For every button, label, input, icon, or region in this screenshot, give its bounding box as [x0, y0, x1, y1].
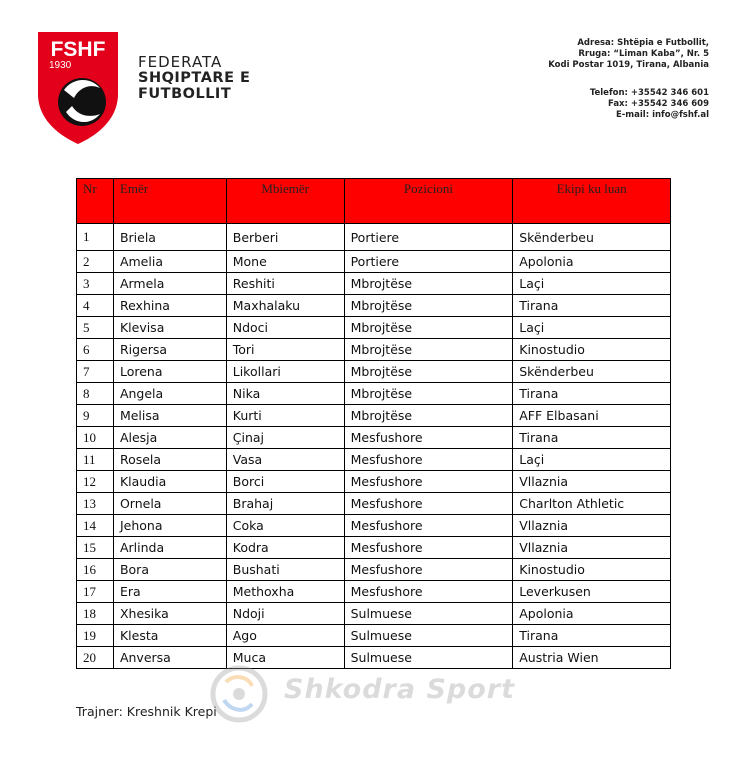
cell-ekipi: Vllaznia [513, 515, 671, 537]
table-row [77, 427, 671, 449]
header-mbiemer: Mbiemër [226, 179, 344, 224]
cell-emer: Armela [113, 273, 226, 295]
svg-text:1930: 1930 [49, 60, 72, 71]
table-row [77, 515, 671, 537]
table-row [77, 383, 671, 405]
federation-line-1: FEDERATA [138, 53, 223, 71]
email-line: E-mail: info@fshf.al [615, 110, 709, 120]
table-row [77, 449, 671, 471]
header-pozicioni: Pozicioni [344, 179, 513, 224]
cell-emer: Xhesika [113, 603, 226, 625]
cell-pozicioni: Mesfushore [344, 559, 513, 581]
table-row [77, 295, 671, 317]
cell-emer: Rigersa [113, 339, 226, 361]
header-emer: Emër [113, 179, 226, 224]
table-row [77, 625, 671, 647]
cell-emer: Briela [113, 224, 226, 251]
cell-pozicioni: Portiere [344, 251, 513, 273]
cell-pozicioni: Mesfushore [344, 581, 513, 603]
address-line-2: Rruga: “Liman Kaba”, Nr. 5 [578, 49, 709, 59]
table-row [77, 493, 671, 515]
cell-mbiemer: Mone [226, 251, 344, 273]
cell-emer: Lorena [113, 361, 226, 383]
cell-ekipi: Laçi [513, 449, 671, 471]
cell-nr: 7 [77, 361, 114, 383]
cell-nr: 4 [77, 295, 114, 317]
cell-pozicioni: Mesfushore [344, 515, 513, 537]
cell-ekipi: Tirana [513, 625, 671, 647]
cell-mbiemer: Ago [226, 625, 344, 647]
cell-nr: 12 [77, 471, 114, 493]
cell-pozicioni: Mbrojtëse [344, 339, 513, 361]
cell-nr: 10 [77, 427, 114, 449]
table-row [77, 339, 671, 361]
cell-emer: Ornela [113, 493, 226, 515]
federation-line-3: FUTBOLLIT [138, 86, 232, 102]
cell-nr: 1 [77, 224, 114, 251]
cell-ekipi: Vllaznia [513, 537, 671, 559]
watermark-text: Shkodra Sport [284, 674, 516, 705]
cell-emer: Amelia [113, 251, 226, 273]
cell-pozicioni: Mesfushore [344, 449, 513, 471]
table-row [77, 603, 671, 625]
cell-emer: Klevisa [113, 317, 226, 339]
table-row [77, 471, 671, 493]
watermark [206, 664, 551, 724]
svg-text:FSHF: FSHF [50, 38, 106, 61]
table-row [77, 224, 671, 251]
cell-nr: 13 [77, 493, 114, 515]
cell-nr: 3 [77, 273, 114, 295]
cell-nr: 15 [77, 537, 114, 559]
cell-emer: Melisa [113, 405, 226, 427]
cell-mbiemer: Ndoji [226, 603, 344, 625]
cell-ekipi: Kinostudio [513, 339, 671, 361]
cell-ekipi: Charlton Athletic [513, 493, 671, 515]
cell-ekipi: Austria Wien [513, 647, 671, 669]
cell-ekipi: Apolonia [513, 251, 671, 273]
cell-pozicioni: Mbrojtëse [344, 295, 513, 317]
cell-emer: Bora [113, 559, 226, 581]
cell-mbiemer: Ndoci [226, 317, 344, 339]
header-row [77, 179, 671, 224]
cell-nr: 16 [77, 559, 114, 581]
watermark-ball-icon [206, 664, 272, 724]
cell-mbiemer: Borci [226, 471, 344, 493]
cell-mbiemer: Çinaj [226, 427, 344, 449]
cell-nr: 8 [77, 383, 114, 405]
cell-nr: 9 [77, 405, 114, 427]
table-row [77, 273, 671, 295]
cell-pozicioni: Mbrojtëse [344, 383, 513, 405]
cell-mbiemer: Kodra [226, 537, 344, 559]
cell-emer: Anversa [113, 647, 226, 669]
cell-emer: Rexhina [113, 295, 226, 317]
cell-ekipi: Kinostudio [513, 559, 671, 581]
cell-ekipi: Leverkusen [513, 581, 671, 603]
table-row [77, 405, 671, 427]
cell-emer: Era [113, 581, 226, 603]
cell-ekipi: Tirana [513, 295, 671, 317]
cell-emer: Klesta [113, 625, 226, 647]
header-ekipi: Ekipi ku luan [513, 179, 671, 224]
roster-table [76, 178, 671, 669]
cell-pozicioni: Mbrojtëse [344, 405, 513, 427]
cell-ekipi: Apolonia [513, 603, 671, 625]
cell-nr: 19 [77, 625, 114, 647]
cell-emer: Alesja [113, 427, 226, 449]
cell-nr: 14 [77, 515, 114, 537]
cell-ekipi: Laçi [513, 317, 671, 339]
fax-line: Fax: +35542 346 609 [608, 99, 709, 109]
cell-pozicioni: Mesfushore [344, 537, 513, 559]
table-row [77, 251, 671, 273]
cell-nr: 18 [77, 603, 114, 625]
fshf-logo [38, 32, 118, 144]
cell-emer: Rosela [113, 449, 226, 471]
cell-mbiemer: Nika [226, 383, 344, 405]
cell-mbiemer: Vasa [226, 449, 344, 471]
cell-emer: Arlinda [113, 537, 226, 559]
header-nr: Nr [77, 179, 114, 224]
cell-mbiemer: Methoxha [226, 581, 344, 603]
cell-ekipi: Skënderbeu [513, 224, 671, 251]
table-row [77, 559, 671, 581]
cell-mbiemer: Reshiti [226, 273, 344, 295]
cell-mbiemer: Muca [226, 647, 344, 669]
cell-nr: 5 [77, 317, 114, 339]
roster-body [77, 224, 671, 669]
cell-ekipi: Vllaznia [513, 471, 671, 493]
cell-pozicioni: Mesfushore [344, 471, 513, 493]
cell-pozicioni: Mbrojtëse [344, 361, 513, 383]
cell-mbiemer: Bushati [226, 559, 344, 581]
cell-mbiemer: Brahaj [226, 493, 344, 515]
table-row [77, 581, 671, 603]
phone-line: Telefon: +35542 346 601 [589, 88, 709, 98]
cell-pozicioni: Sulmuese [344, 647, 513, 669]
cell-mbiemer: Berberi [226, 224, 344, 251]
address-line-1: Adresa: Shtëpia e Futbollit, [577, 38, 709, 48]
table-row [77, 537, 671, 559]
cell-ekipi: AFF Elbasani [513, 405, 671, 427]
cell-pozicioni: Mbrojtëse [344, 273, 513, 295]
coach-line: Trajner: Kreshnik Krepi [76, 704, 217, 719]
cell-pozicioni: Sulmuese [344, 603, 513, 625]
cell-nr: 17 [77, 581, 114, 603]
table-row [77, 317, 671, 339]
federation-name [138, 54, 250, 102]
cell-nr: 2 [77, 251, 114, 273]
cell-ekipi: Tirana [513, 427, 671, 449]
cell-ekipi: Skënderbeu [513, 361, 671, 383]
cell-nr: 11 [77, 449, 114, 471]
cell-emer: Angela [113, 383, 226, 405]
cell-nr: 6 [77, 339, 114, 361]
cell-mbiemer: Coka [226, 515, 344, 537]
cell-pozicioni: Sulmuese [344, 625, 513, 647]
cell-mbiemer: Tori [226, 339, 344, 361]
address-line-3: Kodi Postar 1019, Tirana, Albania [548, 60, 709, 70]
cell-mbiemer: Maxhalaku [226, 295, 344, 317]
table-row [77, 361, 671, 383]
federation-line-2: SHQIPTARE E [138, 70, 251, 86]
cell-nr: 20 [77, 647, 114, 669]
cell-pozicioni: Mesfushore [344, 493, 513, 515]
cell-mbiemer: Kurti [226, 405, 344, 427]
contact-block [548, 38, 709, 121]
cell-ekipi: Laçi [513, 273, 671, 295]
cell-pozicioni: Mesfushore [344, 427, 513, 449]
cell-ekipi: Tirana [513, 383, 671, 405]
cell-emer: Klaudia [113, 471, 226, 493]
cell-pozicioni: Portiere [344, 224, 513, 251]
cell-emer: Jehona [113, 515, 226, 537]
cell-pozicioni: Mbrojtëse [344, 317, 513, 339]
cell-mbiemer: Likollari [226, 361, 344, 383]
